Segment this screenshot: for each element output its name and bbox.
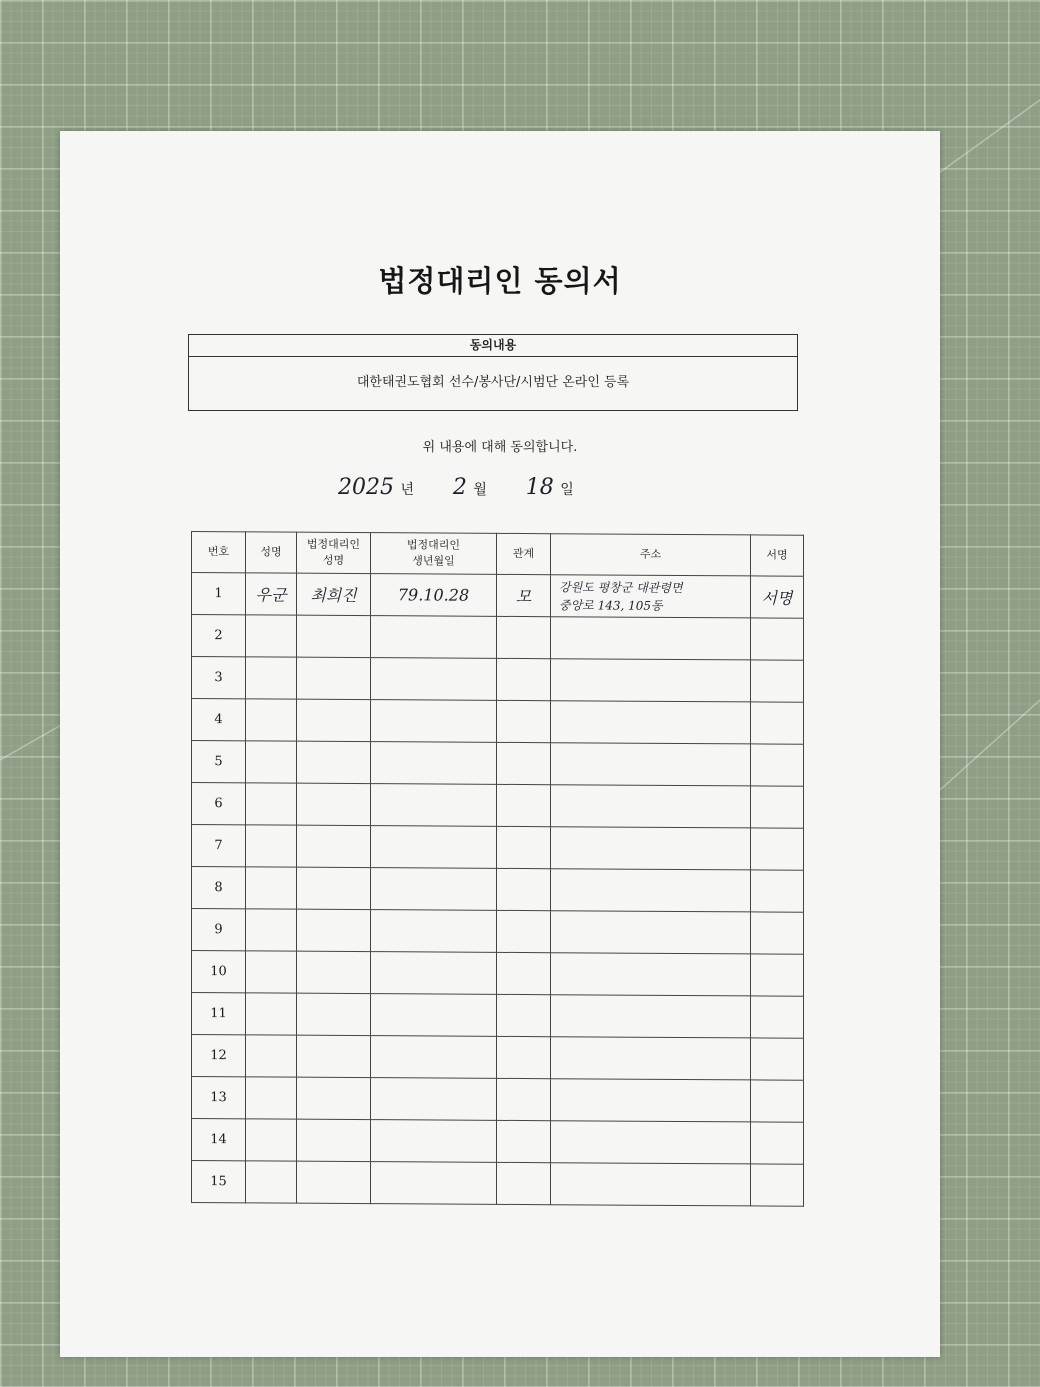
row-guardian-birth <box>371 868 497 911</box>
table-header-row <box>192 532 804 577</box>
row-relation <box>497 952 551 994</box>
row-address <box>551 869 751 912</box>
table-row <box>192 1161 804 1207</box>
row-guardian-name <box>297 909 371 951</box>
row-name <box>246 1161 297 1203</box>
row-guardian-birth <box>371 700 497 743</box>
row-relation <box>497 994 551 1036</box>
row-guardian-name <box>297 1161 371 1203</box>
row-number: 2 <box>192 615 246 657</box>
row-guardian-birth <box>371 784 497 827</box>
row-number: 9 <box>192 909 246 951</box>
table-row <box>192 573 804 619</box>
row-signature <box>751 744 804 786</box>
row-number: 12 <box>192 1035 246 1077</box>
row-name <box>246 615 297 657</box>
row-guardian-name <box>297 825 371 867</box>
table-row <box>192 1077 804 1123</box>
row-guardian-name <box>297 615 371 657</box>
row-guardian-name <box>297 741 371 783</box>
header-signature: 서명 <box>751 535 804 576</box>
table-row <box>192 615 804 661</box>
row-address <box>551 785 751 828</box>
row-relation <box>497 616 551 658</box>
row-relation <box>497 700 551 742</box>
row-signature <box>751 1164 804 1206</box>
header-address: 주소 <box>551 534 751 576</box>
row-number: 3 <box>192 657 246 699</box>
row-address <box>551 1163 751 1206</box>
row-relation <box>497 1162 551 1204</box>
consent-header: 동의내용 <box>189 335 797 357</box>
header-relation: 관계 <box>497 533 551 574</box>
header-number: 번호 <box>192 532 246 573</box>
row-name <box>246 1119 297 1161</box>
row-guardian-birth <box>371 658 497 701</box>
row-signature <box>751 828 804 870</box>
table-row <box>192 909 804 955</box>
row-relation: 모 <box>497 574 551 616</box>
row-guardian-name <box>297 993 371 1035</box>
row-name: 우군 <box>246 573 297 615</box>
row-address <box>551 701 751 744</box>
row-name <box>246 1035 297 1077</box>
row-guardian-name <box>297 783 371 825</box>
row-relation <box>497 784 551 826</box>
row-guardian-name <box>297 867 371 909</box>
row-address <box>551 1037 751 1080</box>
row-name <box>246 993 297 1035</box>
row-address <box>551 617 751 660</box>
row-signature <box>751 786 804 828</box>
row-address <box>551 743 751 786</box>
row-relation <box>497 826 551 868</box>
row-guardian-birth <box>371 952 497 995</box>
date-month: 2 <box>452 475 467 500</box>
row-signature <box>751 1080 804 1122</box>
table-row <box>192 951 804 997</box>
row-relation <box>497 1120 551 1162</box>
table-row <box>192 1035 804 1081</box>
row-relation <box>497 1078 551 1120</box>
row-guardian-name <box>297 1119 371 1161</box>
row-guardian-name <box>297 951 371 993</box>
row-guardian-birth <box>371 616 497 659</box>
table-row <box>192 1119 804 1165</box>
row-relation <box>497 1036 551 1078</box>
row-name <box>246 741 297 783</box>
row-guardian-name <box>297 1035 371 1077</box>
row-signature <box>751 912 804 954</box>
row-guardian-birth <box>371 910 497 953</box>
consent-content-box <box>188 334 798 411</box>
header-guardian-birth: 법정대리인 생년월일 <box>371 533 497 575</box>
row-name <box>246 951 297 993</box>
date-line <box>338 475 582 509</box>
row-address <box>551 953 751 996</box>
row-number: 14 <box>192 1119 246 1161</box>
row-number: 13 <box>192 1077 246 1119</box>
row-name <box>246 867 297 909</box>
row-name <box>246 657 297 699</box>
row-relation <box>497 910 551 952</box>
row-signature <box>751 954 804 996</box>
row-address: 강원도 평창군 대관령면 중앙로 143, 105동 <box>551 575 751 618</box>
row-signature <box>751 1122 804 1164</box>
row-guardian-birth <box>371 1120 497 1163</box>
row-number: 10 <box>192 951 246 993</box>
guardian-register-table <box>191 531 804 1207</box>
row-address <box>551 1121 751 1164</box>
row-guardian-birth <box>371 1036 497 1079</box>
row-guardian-name <box>297 1077 371 1119</box>
row-number: 6 <box>192 783 246 825</box>
date-year-label: 년 <box>400 482 414 498</box>
row-signature <box>751 1038 804 1080</box>
table-row <box>192 741 804 787</box>
row-signature <box>751 996 804 1038</box>
row-name <box>246 825 297 867</box>
table-row <box>192 657 804 703</box>
header-guardian-name: 법정대리인 성명 <box>297 532 371 573</box>
row-guardian-birth <box>371 1162 497 1205</box>
row-signature: 서명 <box>751 576 804 618</box>
row-address <box>551 659 751 702</box>
row-number: 4 <box>192 699 246 741</box>
row-number: 1 <box>192 573 246 615</box>
row-address <box>551 995 751 1038</box>
form-title: 법정대리인 동의서 <box>378 264 622 298</box>
agreement-statement: 위 내용에 대해 동의합니다. <box>422 440 578 455</box>
row-number: 11 <box>192 993 246 1035</box>
row-guardian-name <box>297 699 371 741</box>
row-relation <box>497 658 551 700</box>
row-number: 8 <box>192 867 246 909</box>
table-row <box>192 699 804 745</box>
row-guardian-birth <box>371 1078 497 1121</box>
date-day-label: 일 <box>560 482 574 498</box>
row-guardian-name: 최희진 <box>297 573 371 615</box>
row-name <box>246 699 297 741</box>
row-name <box>246 909 297 951</box>
date-month-label: 월 <box>473 482 487 498</box>
row-signature <box>751 618 804 660</box>
row-number: 15 <box>192 1161 246 1203</box>
row-address <box>551 827 751 870</box>
row-number: 5 <box>192 741 246 783</box>
table-row <box>192 783 804 829</box>
table-row <box>192 867 804 913</box>
row-signature <box>751 660 804 702</box>
row-signature <box>751 702 804 744</box>
table-row <box>192 993 804 1039</box>
row-address <box>551 911 751 954</box>
table-row <box>192 825 804 871</box>
row-relation <box>497 868 551 910</box>
row-name <box>246 783 297 825</box>
date-year: 2025 <box>338 475 394 500</box>
row-number: 7 <box>192 825 246 867</box>
row-relation <box>497 742 551 784</box>
consent-form-paper <box>60 131 940 1357</box>
row-guardian-name <box>297 657 371 699</box>
header-name: 성명 <box>246 532 297 573</box>
row-guardian-birth <box>371 826 497 869</box>
row-guardian-birth <box>371 742 497 785</box>
row-name <box>246 1077 297 1119</box>
date-day: 18 <box>525 475 554 500</box>
row-guardian-birth <box>371 994 497 1037</box>
row-address <box>551 1079 751 1122</box>
consent-body: 대한태권도협회 선수/봉사단/시범단 온라인 등록 <box>356 375 630 390</box>
row-guardian-birth: 79.10.28 <box>371 574 497 617</box>
row-signature <box>751 870 804 912</box>
